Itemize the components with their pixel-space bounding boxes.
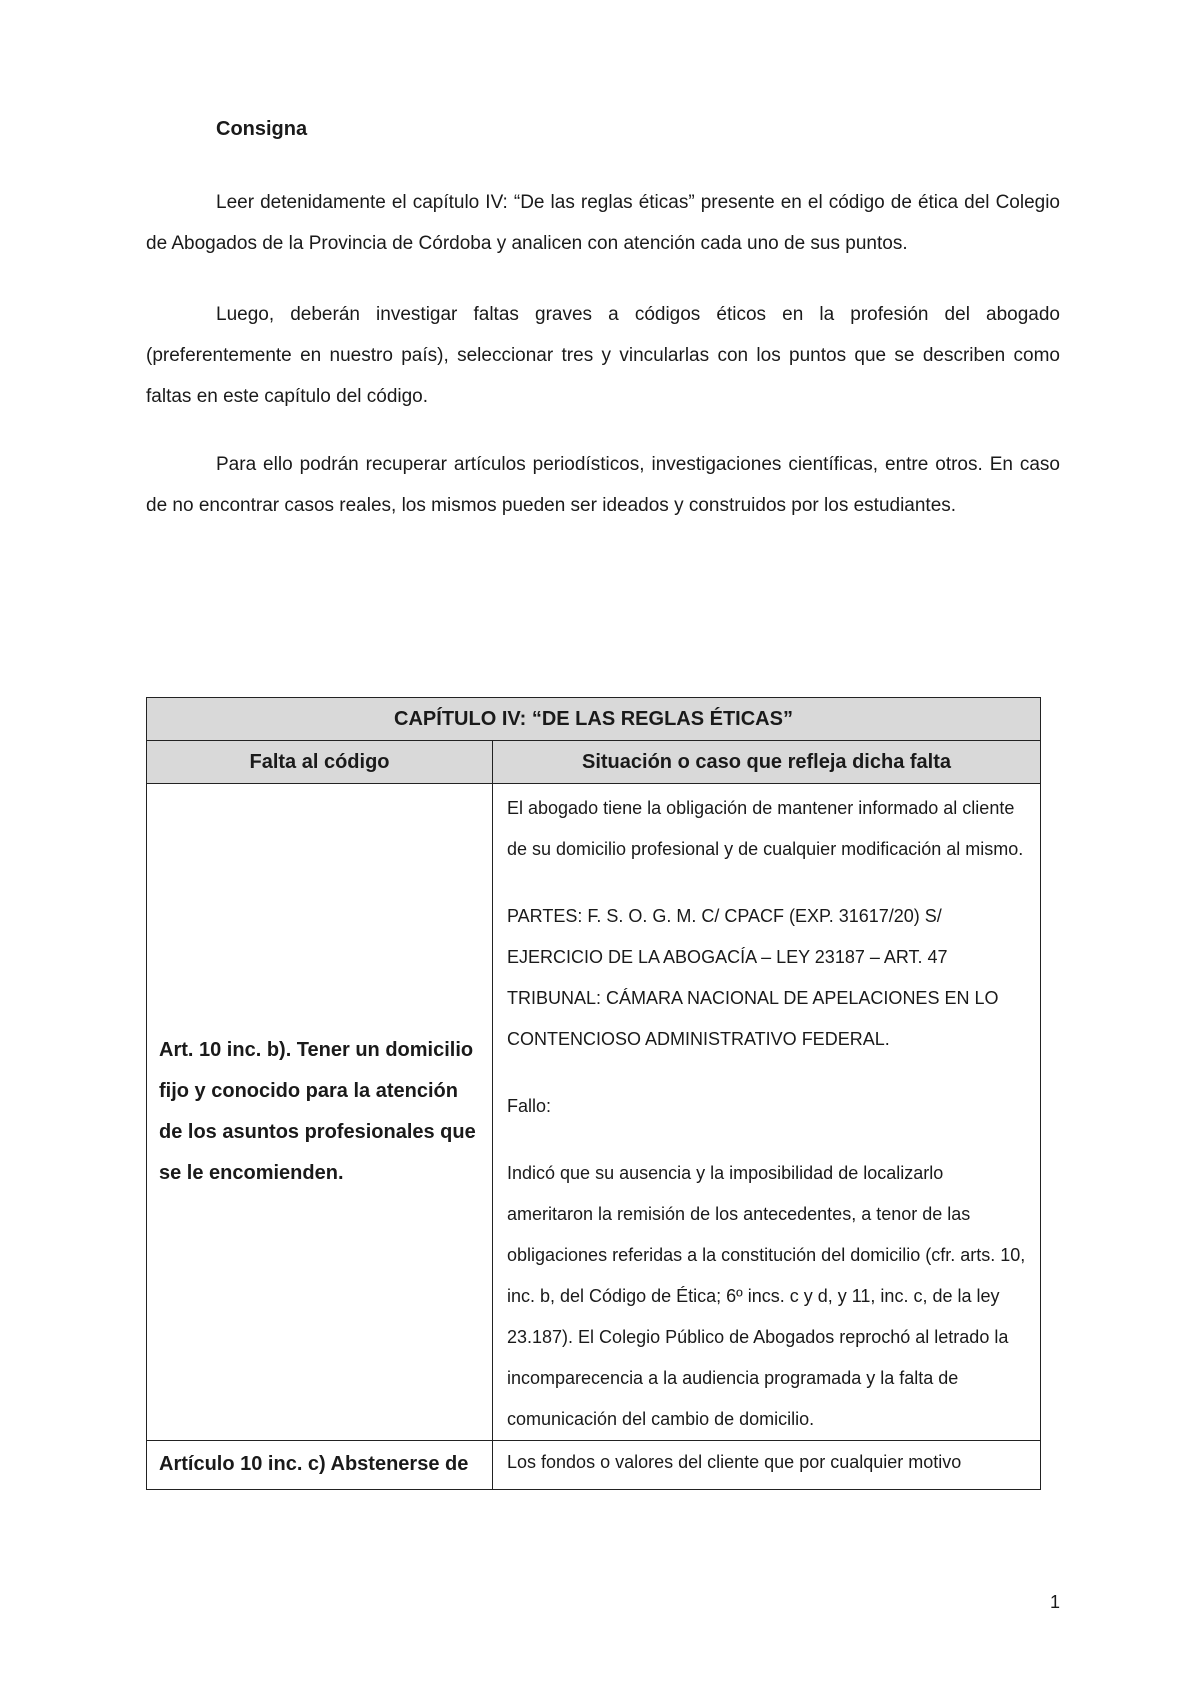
table-caption-row — [147, 698, 1041, 741]
situacion-cell: Los fondos o valores del cliente que por cualquier motivo — [493, 1441, 1041, 1490]
column-header-falta: Falta al código — [147, 741, 493, 784]
falta-cell: Artículo 10 inc. c) Abstenerse de — [147, 1441, 493, 1490]
section-heading: Consigna — [216, 118, 308, 140]
fallo-label: Fallo: — [507, 1096, 552, 1116]
table-row — [147, 784, 1041, 1441]
situacion-intro: El abogado tiene la obligación de mantener informado al cliente de su domicilio profesional y de cualquier modificación al mismo. — [507, 798, 1024, 859]
table-caption: CAPÍTULO IV: “DE LAS REGLAS ÉTICAS” — [147, 698, 1041, 741]
paragraph-instructions: Leer detenidamente el capítulo IV: “De las reglas éticas” presente en el código de ética del Colegio de Abogados de la Provincia de Córdoba y analicen con atención cada uno de sus puntos. — [146, 192, 1060, 254]
ethics-table — [146, 697, 1041, 1490]
fallo-text: Indicó que su ausencia y la imposibilidad de localizarlo ameritaron la remisión de los antecedentes, a tenor de las obligaciones referidas a la constitución del domicilio (cfr. arts. 10, inc. b, del Código de Ética; 6º incs. c y d, y 11, inc. c, de la ley 23.187). El Colegio Público de Abogados reprochó al letrado la incomparecencia a la audiencia programada y la falta de comunicación del cambio de domicilio. — [507, 1163, 1026, 1429]
paragraph-sources: Para ello podrán recuperar artículos periodísticos, investigaciones científicas, entre otros. En caso de no encontrar casos reales, los mismos pueden ser ideados y construidos por los estudiantes. — [146, 454, 1060, 516]
case-parties: PARTES: F. S. O. G. M. C/ CPACF (EXP. 31617/20) S/ EJERCICIO DE LA ABOGACÍA – LEY 23187 – ART. 47 TRIBUNAL: CÁMARA NACIONAL DE APELACIONES EN LO CONTENCIOSO ADMINISTRATIVO FEDERAL. — [507, 906, 999, 1049]
falta-cell: Art. 10 inc. b). Tener un domicilio fijo y conocido para la atención de los asuntos profesionales que se le encomienden. — [147, 784, 493, 1441]
page-number: 1 — [1050, 1592, 1061, 1612]
situacion-cell — [493, 784, 1041, 1441]
table-header-row — [147, 741, 1041, 784]
paragraph-investigate: Luego, deberán investigar faltas graves a códigos éticos en la profesión del abogado (preferentemente en nuestro país), seleccionar tres y vincularlas con los puntos que se describen como faltas en este capítulo del código. — [146, 304, 1060, 407]
table-row — [147, 1441, 1041, 1490]
column-header-situacion: Situación o caso que refleja dicha falta — [493, 741, 1041, 784]
